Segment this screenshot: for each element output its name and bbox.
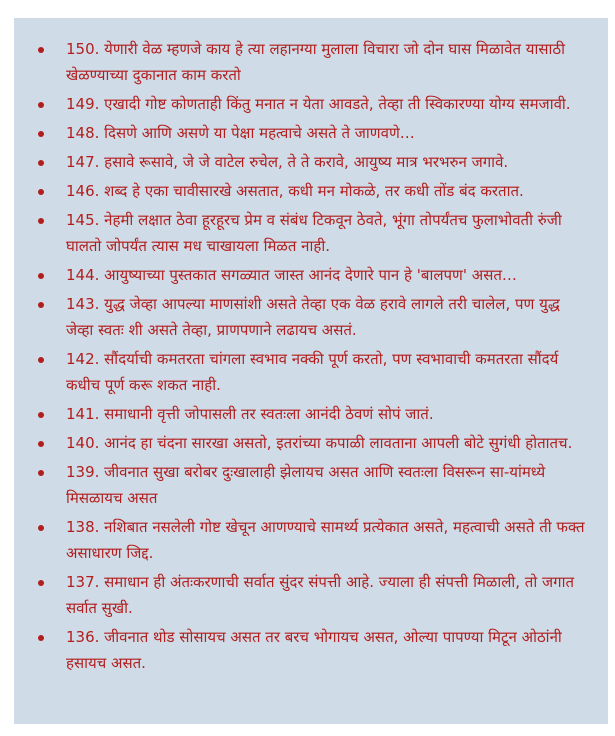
quote-text: 136. जीवनात थोड सोसायच असत तर बरच भोगायच असत, ओल्या पापण्या मिटून ओठांनी हसायच असत.: [66, 628, 562, 672]
quote-text: 144. आयुष्याच्या पुस्तकात सगळ्यात जास्त आनंद देणारे पान हे 'बालपण' असत…: [66, 266, 517, 284]
list-item: [34, 291, 586, 343]
quotes-list: [34, 36, 586, 676]
list-item: [34, 430, 586, 456]
list-item: [34, 514, 586, 566]
bullet-icon: [38, 160, 44, 166]
quote-text: 140. आनंद हा चंदना सारखा असतो, इतरांच्या कपाळी लावताना आपली बोटे सुगंधी होतातच.: [66, 434, 573, 452]
bullet-icon: [38, 273, 44, 279]
quote-text: 138. नशिबात नसलेली गोष्ट खेचून आणण्याचे सामर्थ्य प्रत्येकात असते, महत्वाची असते ती फक्त असाधारण जिद्द.: [66, 518, 585, 562]
list-item: [34, 178, 586, 204]
bullet-icon: [38, 525, 44, 531]
quote-text: 145. नेहमी लक्षात ठेवा हूरहूरच प्रेम व संबंध टिकवून ठेवते, भूंगा तोपर्यंतच फुलाभोवती रुंजी घालतो जोपर्यंत त्यास मध चाखायला मिळत नाही.: [66, 211, 562, 255]
quote-text: 142. सौंदर्याची कमतरता चांगला स्वभाव नक्की पूर्ण करतो, पण स्वभावाची कमतरता सौंदर्य कधीच पूर्ण करू शकत नाही.: [66, 350, 559, 394]
list-item: [34, 149, 586, 175]
bullet-icon: [38, 218, 44, 224]
quote-text: 146. शब्द हे एका चावीसारखे असतात, कधी मन मोकळे, तर कधी तोंड बंद करतात.: [66, 182, 524, 200]
bullet-icon: [38, 302, 44, 308]
list-item: [34, 91, 586, 117]
quote-text: 143. युद्ध जेव्हा आपल्या माणसांशी असते तेव्हा एक वेळ हरावे लागले तरी चालेल, पण युद्ध जेव्हा स्वतः शी असते तेव्हा, प्राणपणाने लढायच असतं.: [66, 295, 560, 339]
quote-text: 150. येणारी वेळ म्हणजे काय हे त्या लहानग्या मुलाला विचारा जो दोन घास मिळावेत यासाठी खेळण्याच्या दुकानात काम करतो: [66, 40, 566, 84]
bullet-icon: [38, 412, 44, 418]
quote-text: 139. जीवनात सुखा बरोबर दुःखालाही झेलायच असत आणि स्वतःला विसरून सा-यांमध्ये मिसळायच असत: [66, 463, 546, 507]
bullet-icon: [38, 357, 44, 363]
quote-text: 141. समाधानी वृत्ती जोपासली तर स्वतःला आनंदी ठेवणं सोपं जातं.: [66, 405, 434, 423]
quote-text: 148. दिसणे आणि असणे या पेक्षा महत्वाचे असते ते जाणवणे…: [66, 124, 415, 142]
bullet-icon: [38, 470, 44, 476]
list-item: [34, 346, 586, 398]
quote-text: 137. समाधान ही अंतःकरणाची सर्वात सुंदर संपत्ती आहे. ज्याला ही संपत्ती मिळाली, तो जगात सर्वात सुखी.: [66, 573, 575, 617]
list-item: [34, 401, 586, 427]
bullet-icon: [38, 102, 44, 108]
list-item: [34, 624, 586, 676]
bullet-icon: [38, 441, 44, 447]
list-item: [34, 120, 586, 146]
list-item: [34, 459, 586, 511]
list-item: [34, 569, 586, 621]
list-item: [34, 36, 586, 88]
quotes-panel: [14, 18, 608, 724]
list-item: [34, 262, 586, 288]
quote-text: 149. एखादी गोष्ट कोणताही किंतु मनात न येता आवडते, तेव्हा ती स्विकारण्या योग्य समजावी.: [66, 95, 571, 113]
list-item: [34, 207, 586, 259]
bullet-icon: [38, 635, 44, 641]
bullet-icon: [38, 580, 44, 586]
bullet-icon: [38, 189, 44, 195]
quote-text: 147. हसावे रूसावे, जे जे वाटेल रुचेल, ते ते करावे, आयुष्य मात्र भरभरुन जगावे.: [66, 153, 509, 171]
bullet-icon: [38, 47, 44, 53]
bullet-icon: [38, 131, 44, 137]
